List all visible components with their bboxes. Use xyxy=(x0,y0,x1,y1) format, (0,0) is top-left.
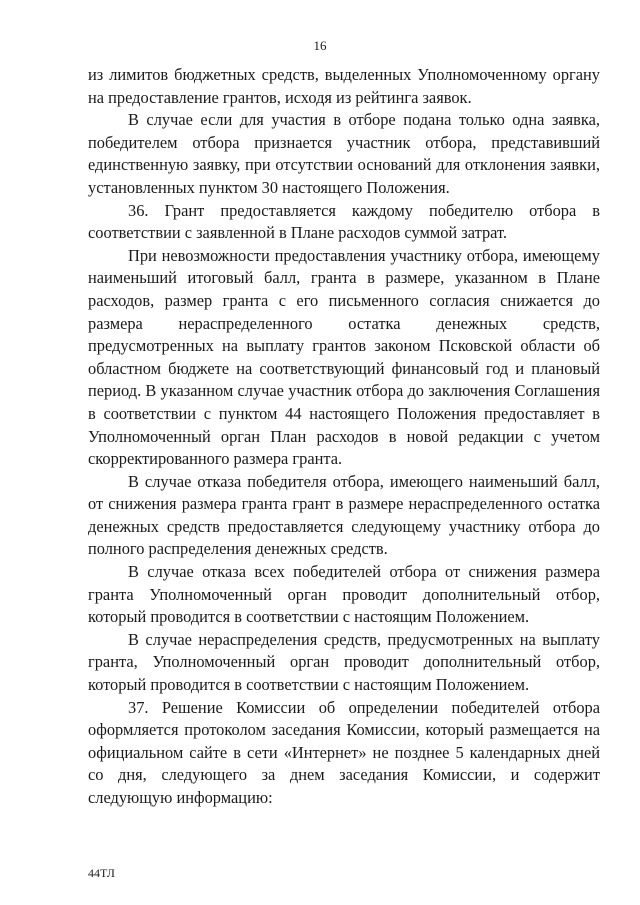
paragraph-clause-36: 36. Грант предоставляется каждому победителю отбора в соответствии с заявленной в Плане расходов суммой затрат. xyxy=(88,200,600,243)
paragraph-undistributed-funds: В случае нераспределения средств, предусмотренных на выплату гранта, Уполномоченный орган проводит дополнительный отбор, который проводится в соответствии с настоящим Положением. xyxy=(88,629,600,695)
document-body xyxy=(88,64,600,810)
paragraph-grant-reduction: При невозможности предоставления участнику отбора, имеющему наименьший итоговый балл, гранта в размере, указанном в Плане расходов, размер гранта с его письменного согласия снижается до размера нераспределенного остатка денежных средств, предусмотренных на выплату грантов законом Псковской области об областном бюджете на соответствующий финансовый год и плановый период. В указанном случае участник отбора до заключения Соглашения в соответствии с пунктом 44 настоящего Положения предоставляет в Уполномоченный орган План расходов в новой редакции с учетом скорректированного размера гранта. xyxy=(88,245,600,469)
paragraph-winner-refusal: В случае отказа победителя отбора, имеющего наименьший балл, от снижения размера гранта грант в размере нераспределенного остатка денежных средств предоставляется следующему участнику отбора до полного распределения денежных средств. xyxy=(88,471,600,559)
footer-document-code: 44ТЛ xyxy=(88,866,115,880)
paragraph-single-application: В случае если для участия в отборе подана только одна заявка, победителем отбора признается участник отбора, представивший единственную заявку, при отсутствии оснований для отклонения заявки, установленных пунктом 30 настоящего Положения. xyxy=(88,110,600,197)
paragraph-continuation: из лимитов бюджетных средств, выделенных Уполномоченному органу на предоставление грантов, исходя из рейтинга заявок. xyxy=(88,65,600,107)
paragraph-clause-37: 37. Решение Комиссии об определении победителей отбора оформляется протоколом заседания Комиссии, который размещается на официальном сайте в сети «Интернет» не позднее 5 календарных дней со дня, следующего за днем заседания Комиссии, и содержит следующую информацию: xyxy=(88,697,600,807)
paragraph-all-winners-refusal: В случае отказа всех победителей отбора от снижения размера гранта Уполномоченный орган проводит дополнительный отбор, который проводится в соответствии с настоящим Положением. xyxy=(88,562,600,627)
page-number: 16 xyxy=(313,38,327,53)
